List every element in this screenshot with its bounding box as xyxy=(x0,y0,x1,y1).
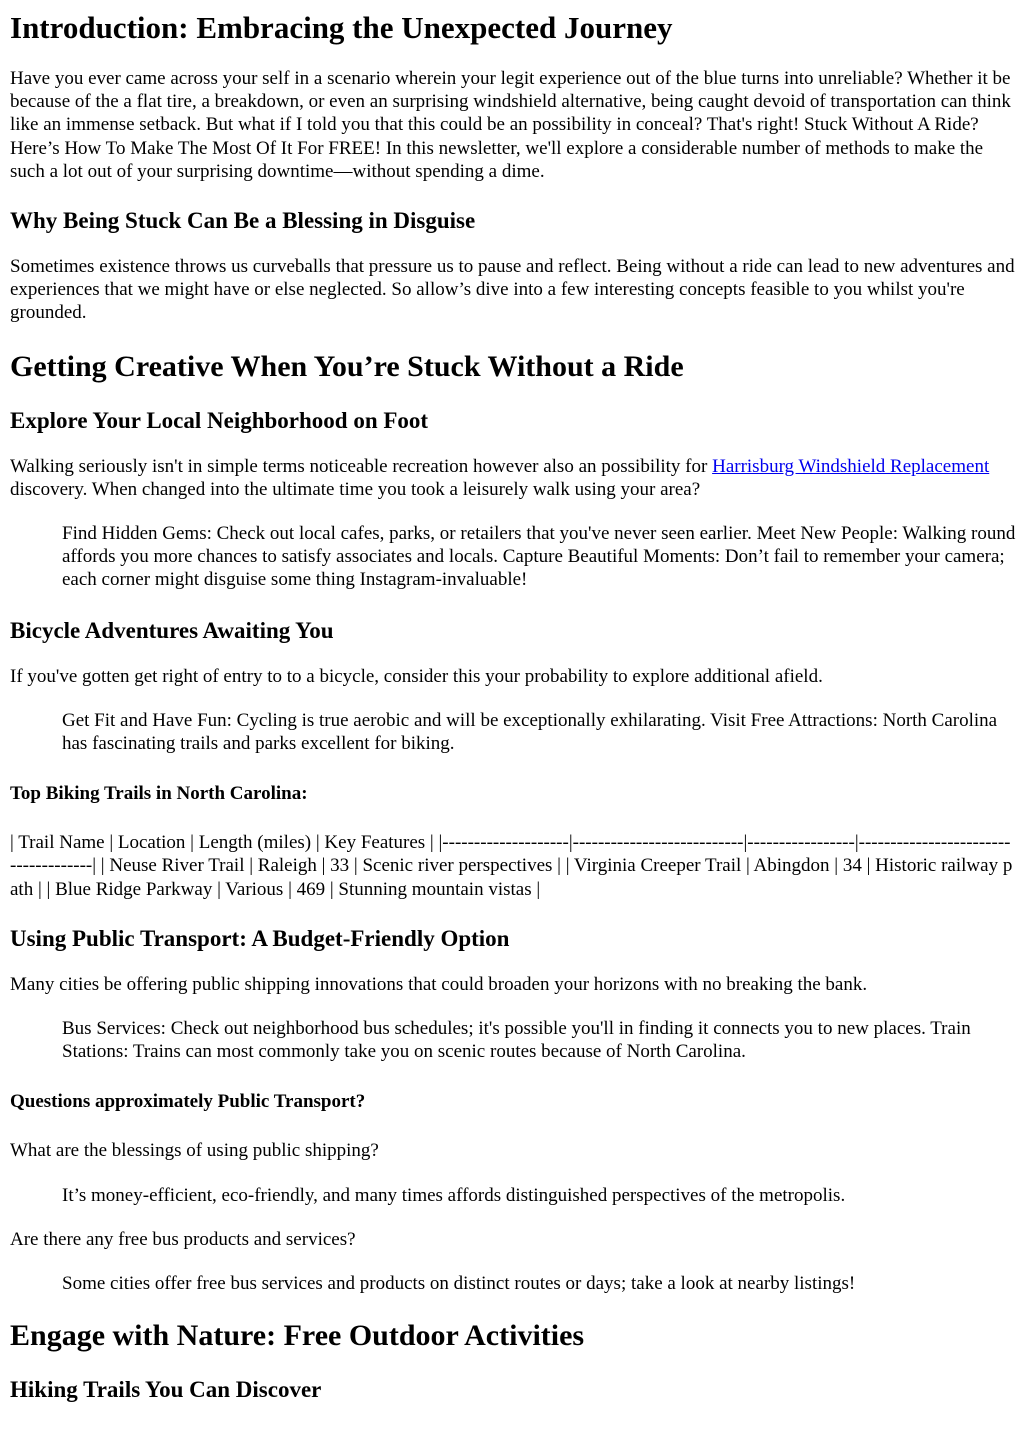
question-1: What are the blessings of using public shipping? xyxy=(10,1140,379,1162)
creative-heading: Getting Creative When You’re Stuck Without a Ride xyxy=(10,349,684,383)
explore-paragraph xyxy=(10,455,1016,501)
answer-1: It’s money-efficient, eco-friendly, and many times affords distinguished perspectives of the metropolis. xyxy=(62,1184,846,1206)
trails-heading: Top Biking Trails in North Carolina: xyxy=(10,783,308,805)
answer-2: Some cities offer free bus services and products on distinct routes or days; take a look at nearby listings! xyxy=(62,1273,856,1295)
explore-heading: Explore Your Local Neighborhood on Foot xyxy=(10,407,429,433)
explore-text-before: Walking seriously isn't in simple terms noticeable recreation however also an possibility for xyxy=(10,455,713,477)
intro-paragraph: Have you ever came across your self in a scenario wherein your legit experience out of the blue turns into unreliable? Whether it be because of the a flat tire, a breakdown, or even an surprising windshield alternative, being caught devoid of transportation can think like an immense setback. But what if I told you that this could be an possibility in conceal? That's right! Stuck Without A Ride? Here’s How To Make The Most Of It For FREE! In this newsletter, we'll explore a considerable number of methods to make the such a lot out of your surprising downtime—without spending a dime. xyxy=(10,68,1011,182)
blessing-heading: Why Being Stuck Can Be a Blessing in Disguise xyxy=(10,208,476,234)
bicycle-heading: Bicycle Adventures Awaiting You xyxy=(10,617,334,643)
transport-quote: Bus Services: Check out neighborhood bus schedules; it's possible you'll in finding it connects you to new places. Train Stations: Trains can most commonly take you on scenic routes because of North Carolina. xyxy=(62,1018,971,1063)
intro-heading: Introduction: Embracing the Unexpected Journey xyxy=(10,10,673,45)
nature-heading: Engage with Nature: Free Outdoor Activities xyxy=(10,1319,585,1353)
harrisburg-windshield-link[interactable]: Harrisburg Windshield Replacement xyxy=(712,455,990,477)
transport-heading: Using Public Transport: A Budget-Friendly Option xyxy=(10,925,510,951)
explore-quote: Find Hidden Gems: Check out local cafes, parks, or retailers that you've never seen earlier. Meet New People: Walking round affords you more chances to satisfy associates and locals. Capture Beautiful Moments: Don’t fail to remember your camera; each corner might disguise some thing Instagram-invaluable! xyxy=(62,523,1016,591)
blessing-paragraph: Sometimes existence throws us curveballs that pressure us to pause and reflect. Being without a ride can lead to new adventures and experiences that we might have or else neglected. So allow’s dive into a few interesting concepts feasible to you whilst you're grounded. xyxy=(10,256,1015,324)
article xyxy=(0,10,1024,1403)
question-2: Are there any free bus products and services? xyxy=(10,1228,356,1250)
bicycle-paragraph: If you've gotten get right of entry to to a bicycle, consider this your probability to explore additional afield. xyxy=(10,665,823,687)
hiking-heading: Hiking Trails You Can Discover xyxy=(10,1377,322,1403)
bicycle-quote: Get Fit and Have Fun: Cycling is true aerobic and will be exceptionally exhilarating. Visit Free Attractions: North Carolina has fascinating trails and parks excellent for biking. xyxy=(62,709,998,755)
questions-heading: Questions approximately Public Transport? xyxy=(10,1091,366,1113)
trails-table-text: | Trail Name | Location | Length (miles) | Key Features | |--------------------|---------------------------|-----------------|-------------------------------------| | Neuse River Trail | Raleigh | 33 | Scenic river perspectives | | Virginia Creeper Trail | Abingdon | 34 | Historic railway path | | Blue Ridge Parkway | Various | 469 | Stunning mountain vistas | xyxy=(10,832,1013,900)
transport-paragraph: Many cities be offering public shipping innovations that could broaden your horizons with no breaking the bank. xyxy=(10,973,868,995)
explore-text-after: discovery. When changed into the ultimate time you took a leisurely walk using your area? xyxy=(10,478,701,500)
